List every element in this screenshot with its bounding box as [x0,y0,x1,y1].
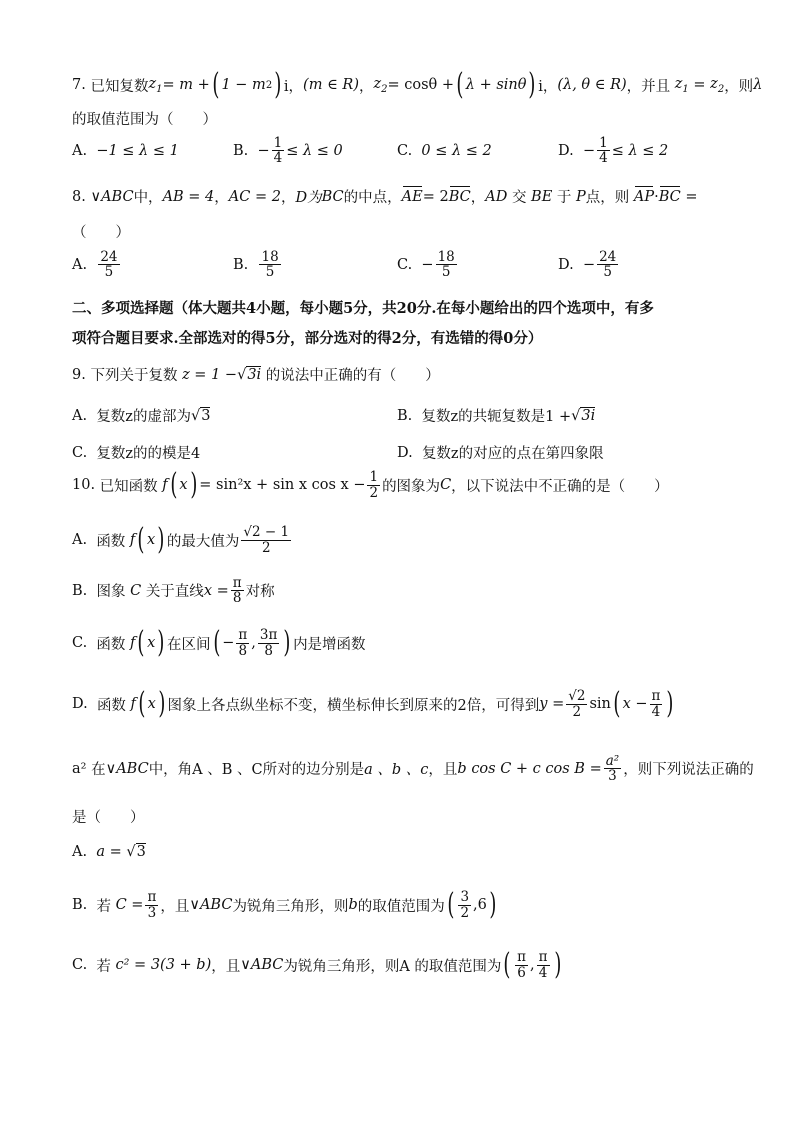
q11-line2: 是（ ） [72,810,145,826]
q7-expr-z1: = m + [162,77,210,93]
q7-option-b[interactable]: B. − $\frac{1}{4}$ ≤ λ ≤ 0 [233,135,343,167]
q7-text-b: ，并且 [626,78,671,95]
q8-number: 8. [72,188,86,205]
q8-ac: AC = 2 [228,188,281,205]
q7-option-a[interactable]: A. −1 ≤ λ ≤ 1 [72,143,179,159]
q8-line2: （ ） [72,225,130,241]
section-2-heading-line2: 项符合题目要求.全部选对的得5分，部分选对的得2分，有选错的得0分） [72,330,543,347]
q9-option-c[interactable]: C. 复数z的的模是4 [72,444,201,462]
q10-question: 10. 已知函数 f ( x ) = sin²x + sin x cos x − $\frac{1}{2}$ 的图象为 C ，以下说法中不正确的是（ ） [72,467,669,502]
q7-expr-z2: = cosθ + [387,77,455,93]
q7-expr-z2-paren: λ + sinθ [465,77,527,93]
q7-z-eq: = [693,77,706,93]
q10-number: 10. [72,477,96,493]
q8-vec-bc-2: BC [658,188,681,205]
q7-text: 已知复数 [90,78,149,95]
q8-option-a[interactable]: A. $\frac{24}{5}$ [72,249,118,281]
q10-option-d[interactable]: D. 函数 f ( x ) 图象上各点纵坐标不变，横坐标伸长到原来的2倍，可得到 y = $\frac{√2}{2}$ sin ( x − $\frac{\pi}{4}$ ) [72,686,674,721]
q7-expr-z1-paren: 1 − m [221,77,266,93]
q11-option-b[interactable]: B. 若 C = $\frac{\pi}{3}$ ，且 ∨ABC 为锐角三角形，则 b 的取值范围为 ( $\frac{3}{2}$ , 6 ) [72,887,497,922]
q8-option-c[interactable]: C. − $\frac{18}{5}$ [397,249,455,281]
q7-lambda-domain: (λ, θ ∈ R) [557,77,627,93]
q9-option-d[interactable]: D. 复数z的对应的点在第四象限 [397,444,604,462]
z1-symbol: $z_1$ [148,75,163,95]
q7-m-domain: (m ∈ R) [303,77,359,93]
q8-triangle: ∨ABC [90,188,134,205]
q10-option-b[interactable]: B. 图象 C 关于直线 x = $\frac{\pi}{8}$ 对称 [72,575,275,607]
q7-number: 7. [72,77,86,93]
q8-line1: 8. ∨ABC 中， AB = 4 ， AC = 2 ， D为 BC 的中点， AE = 2 BC ， AD 交 BE 于 P 点，则 AP · BC = [72,188,698,206]
q8-option-d[interactable]: D. − $\frac{24}{5}$ [558,249,617,281]
q7-i-b: i， [538,78,558,95]
q7-line2 [72,108,217,129]
q10-option-a[interactable]: A. 函数 f ( x ) 的最大值为 $\frac{√2 - 1}{2}$ [72,522,290,557]
z2-symbol: $z_2$ [373,75,388,95]
q9-option-b[interactable]: B. 复数z的共轭复数是1 + √ 3i [397,407,596,425]
q7-line1: 7. 已知复数 $z_1$ = m + ( 1 − m 2 ) i， (m ∈ R) ， $z_2$ = cosθ + ( λ + sinθ ) i， (λ, θ ∈ R) ，并且 $z_1$ = $z_2$ ，则 λ [72,67,763,102]
q11-option-a[interactable]: A. a = √ 3 [72,843,146,860]
q8-vec-ae: AE [401,188,423,205]
q7-lambda: λ [753,77,763,93]
q9-number: 9. [72,366,86,383]
q10-option-c[interactable]: C. 函数 f ( x ) 在区间 ( − $\frac{\pi}{8}$ , $\frac{3\pi}{8}$ ) 内是增函数 [72,625,366,660]
section-2-heading-line1: 二、多项选择题（体大题共4小题，每小题5分，共20分.在每小题给出的四个选项中，有多 [72,300,654,317]
q9-question: 9. 下列关于复数 z = 1 − √ 3i 的说法中正确的有（ ） [72,366,440,384]
q11-option-c[interactable]: C. 若 c² = 3(3 + b) ，且 ∨ABC 为锐角三角形，则A 的取值范围为 ( $\frac{\pi}{6}$ , $\frac{\pi}{4}$ ) [72,947,561,982]
q8-vec-bc: BC [448,188,471,205]
q9-option-a[interactable]: A. 复数z的虚部为 √ 3 [72,407,211,425]
q8-ab: AB = 4 [162,188,215,205]
q8-vec-ap: AP [633,188,655,205]
q11-number: a² [72,760,87,777]
q7-option-d[interactable]: D. − $\frac{1}{4}$ ≤ λ ≤ 2 [558,135,669,167]
q7-text-line2: 的取值范围为（ ） [72,112,217,128]
q7-text-c: ，则 [724,78,754,95]
q8-option-b[interactable]: B. $\frac{18}{5}$ [233,249,279,281]
q7-i-a: i， [283,78,304,95]
q11-question: a² 在 ∨ABC 中，角A 、B 、C所对的边分别是 a 、b 、c ，且 b cos C + c cos B = $\frac{\text{a²}}{3}$ ，则下列说法正确的 [72,753,754,785]
q7-option-c[interactable]: C. 0 ≤ λ ≤ 2 [397,143,492,159]
